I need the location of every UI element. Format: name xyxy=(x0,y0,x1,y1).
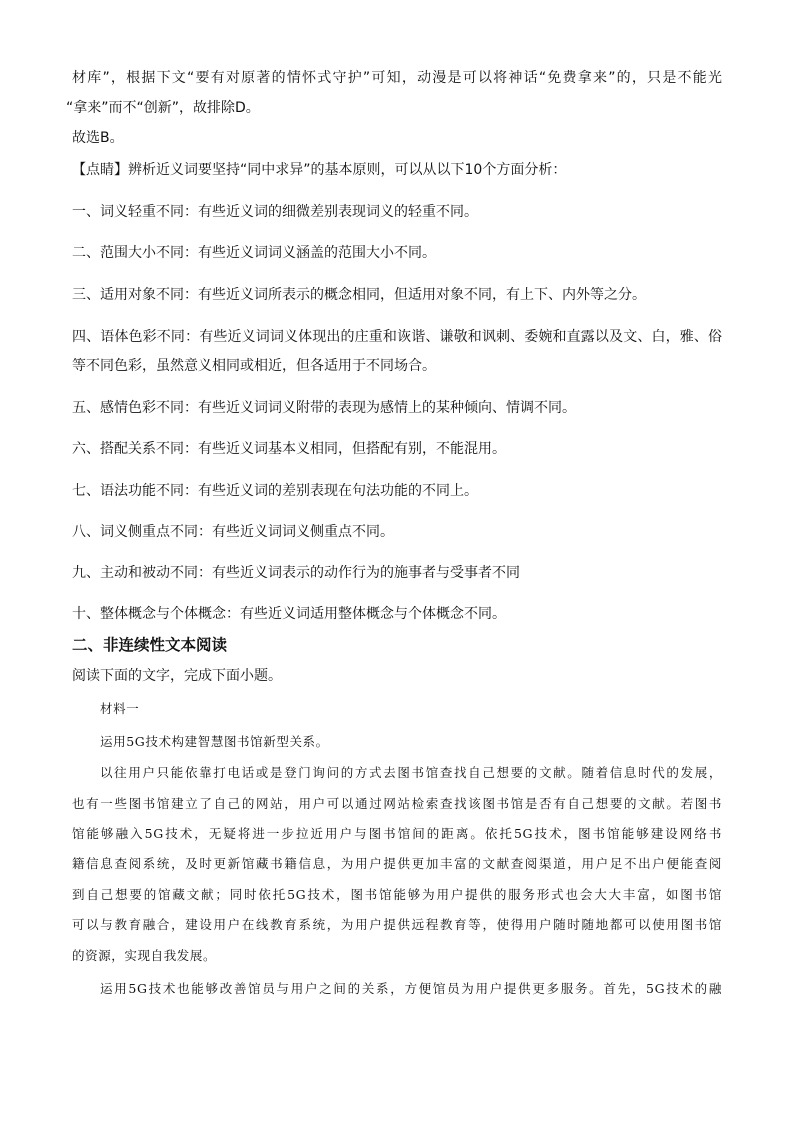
material-label: 材料一 xyxy=(100,701,140,716)
material-title: 运用5G技术构建智慧图书馆新型关系。 xyxy=(100,734,329,749)
passage-line: 籍信息查阅系统，及时更新馆藏书籍信息，为用户提供更加丰富的文献查阅渠道，用户足不出户便能查阅 xyxy=(72,856,722,871)
list-item: 三、适用对象不同：有些近义词所表示的概念相同，但适用对象不同，有上下、内外等之分。 xyxy=(72,287,646,303)
list-item: 一、词义轻重不同：有些近义词的细微差别表现词义的轻重不同。 xyxy=(72,204,478,220)
list-item: 四、语体色彩不同：有些近义词词义体现出的庄重和诙谐、谦敬和讽刺、委婉和直露以及文、白，雅、俗 xyxy=(72,329,722,345)
list-item: 八、词义侧重点不同：有些近义词词义侧重点不同。 xyxy=(72,524,394,540)
passage-line: 也有一些图书馆建立了自己的网站，用户可以通过网站检索查找该图书馆是否有自己想要的文献。若图书 xyxy=(72,796,722,811)
section-heading: 二、非连续性文本阅读 xyxy=(72,636,228,654)
passage-line: 到自己想要的馆藏文献；同时依托5G技术，图书馆能够为用户提供的服务形式也会大大丰富，如图书馆 xyxy=(72,887,722,902)
passage-line: 以往用户只能依靠打电话或是登门询问的方式去图书馆查找自己想要的文献。随着信息时代的发展， xyxy=(100,765,722,780)
instruction-text: 阅读下面的文字，完成下面小题。 xyxy=(72,668,282,684)
passage-line: 的资源，实现自我发展。 xyxy=(72,948,217,963)
list-item: 五、感情色彩不同：有些近义词词义附带的表现为感情上的某种倾向、情调不同。 xyxy=(72,400,576,416)
passage-line: 可以与教育融合，建设用户在线教育系统，为用户提供远程教育等，使得用户随时随地都可以使用图书馆 xyxy=(72,917,722,932)
passage-line: 运用5G技术也能够改善馆员与用户之间的关系，方便馆员为用户提供更多服务。首先，5G技术的融 xyxy=(100,981,722,996)
text-line: 材库”，根据下文“要有对原著的情怀式守护”可知，动漫是可以将神话“免费拿来”的，只是不能光 xyxy=(72,70,722,86)
passage-line: 馆能够融入5G技术，无疑将进一步拉近用户与图书馆间的距离。依托5G技术，图书馆能够建设网络书 xyxy=(72,826,722,841)
list-item: 九、主动和被动不同：有些近义词表示的动作行为的施事者与受事者不同 xyxy=(72,565,520,581)
list-item: 七、语法功能不同：有些近义词的差别表现在句法功能的不同上。 xyxy=(72,483,478,499)
list-item-continuation: 等不同色彩，虽然意义相同或相近，但各适用于不同场合。 xyxy=(72,358,436,374)
text-line: “拿来”而不“创新”，故排除D。 xyxy=(66,100,260,116)
list-item: 二、范围大小不同：有些近义词词义涵盖的范围大小不同。 xyxy=(72,245,436,261)
text-line: 故选B。 xyxy=(72,130,124,146)
text-line: 【点睛】辨析近义词要坚持“同中求异”的基本原则，可以从以下10个方面分析： xyxy=(72,162,567,178)
list-item: 十、整体概念与个体概念：有些近义词适用整体概念与个体概念不同。 xyxy=(72,606,506,622)
list-item: 六、搭配关系不同：有些近义词基本义相同，但搭配有别，不能混用。 xyxy=(72,441,506,457)
